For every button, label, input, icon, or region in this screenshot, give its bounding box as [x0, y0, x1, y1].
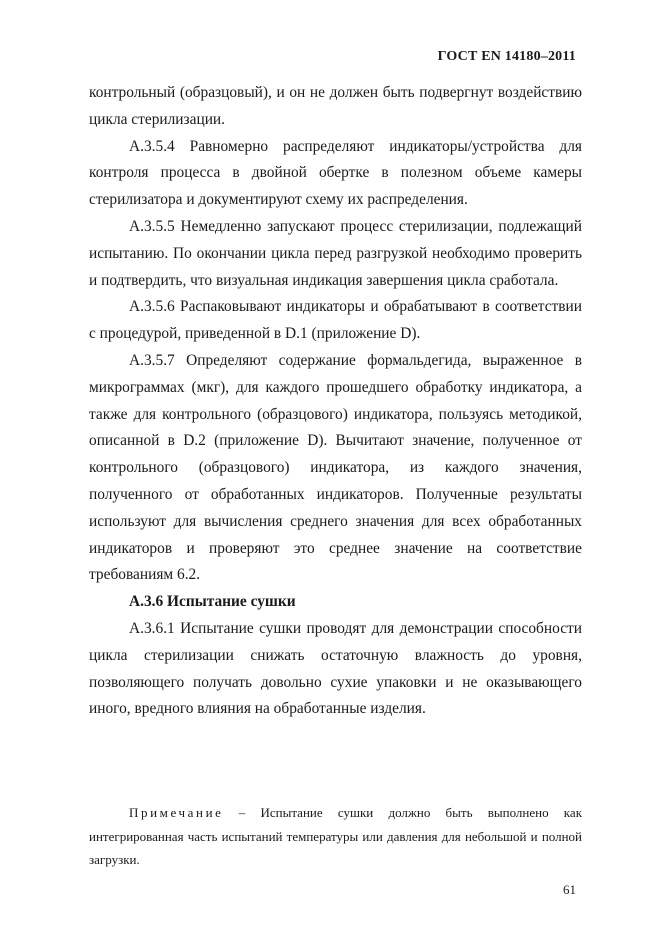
- page-number: 61: [563, 882, 576, 897]
- note-text: Испытание сушки должно быть выполнено как интегрированная часть испытаний температуры или давления для небольшой и полной загрузки.: [89, 805, 583, 867]
- note-label: Примечание: [129, 805, 224, 820]
- body-text: [89, 80, 582, 723]
- section-heading-a-3-6: А.3.6 Испытание сушки: [129, 593, 296, 611]
- paragraph-a-3-5-4: А.3.5.4 Равномерно распределяют индикаторы/устройства для контроля процесса в двойной обертке в полезном объеме камеры стерилизатора и документируют схему их распределения.: [89, 137, 582, 209]
- document-code-header: ГОСТ EN 14180–2011: [437, 49, 576, 64]
- paragraph-a-3-5-6: А.3.5.6 Распаковывают индикаторы и обрабатывают в соответствии с процедурой, приведенной в D.1 (приложение D).: [89, 298, 582, 343]
- paragraph-a-3-5-5: А.3.5.5 Немедленно запускают процесс стерилизации, подлежащий испытанию. По окончании цикла перед разгрузкой необходимо проверить и подтвердить, что визуальная индикация завершения цикла сработала.: [89, 217, 582, 289]
- paragraph-a-3-5-7: А.3.5.7 Определяют содержание формальдегида, выраженное в микрограммах (мкг), для каждого прошедшего обработку индикатора, а также для контрольного (образцового) индикатора, пользуясь методикой, описанной в D.2 (приложение D). Вычитают значение, полученное от контрольного (образцового) индикатора, из каждого значения, полученного от обработанных индикаторов. Полученные результаты используют для вычисления среднего значения для всех обработанных индикаторов и проверяют это среднее значение на соответствие требованиям 6.2.: [89, 351, 582, 584]
- paragraph-continuation: контрольный (образцовый), и он не должен быть подвергнут воздействию цикла стерилизации.: [89, 84, 582, 128]
- paragraph-a-3-6-1: А.3.6.1 Испытание сушки проводят для демонстрации способности цикла стерилизации снижать остаточную влажность до уровня, позволяющего получать довольно сухие упаковки и не оказывающего иного, вредного влияния на обработанные изделия.: [89, 619, 582, 718]
- note-dash: –: [223, 805, 261, 820]
- note-paragraph: [89, 801, 582, 872]
